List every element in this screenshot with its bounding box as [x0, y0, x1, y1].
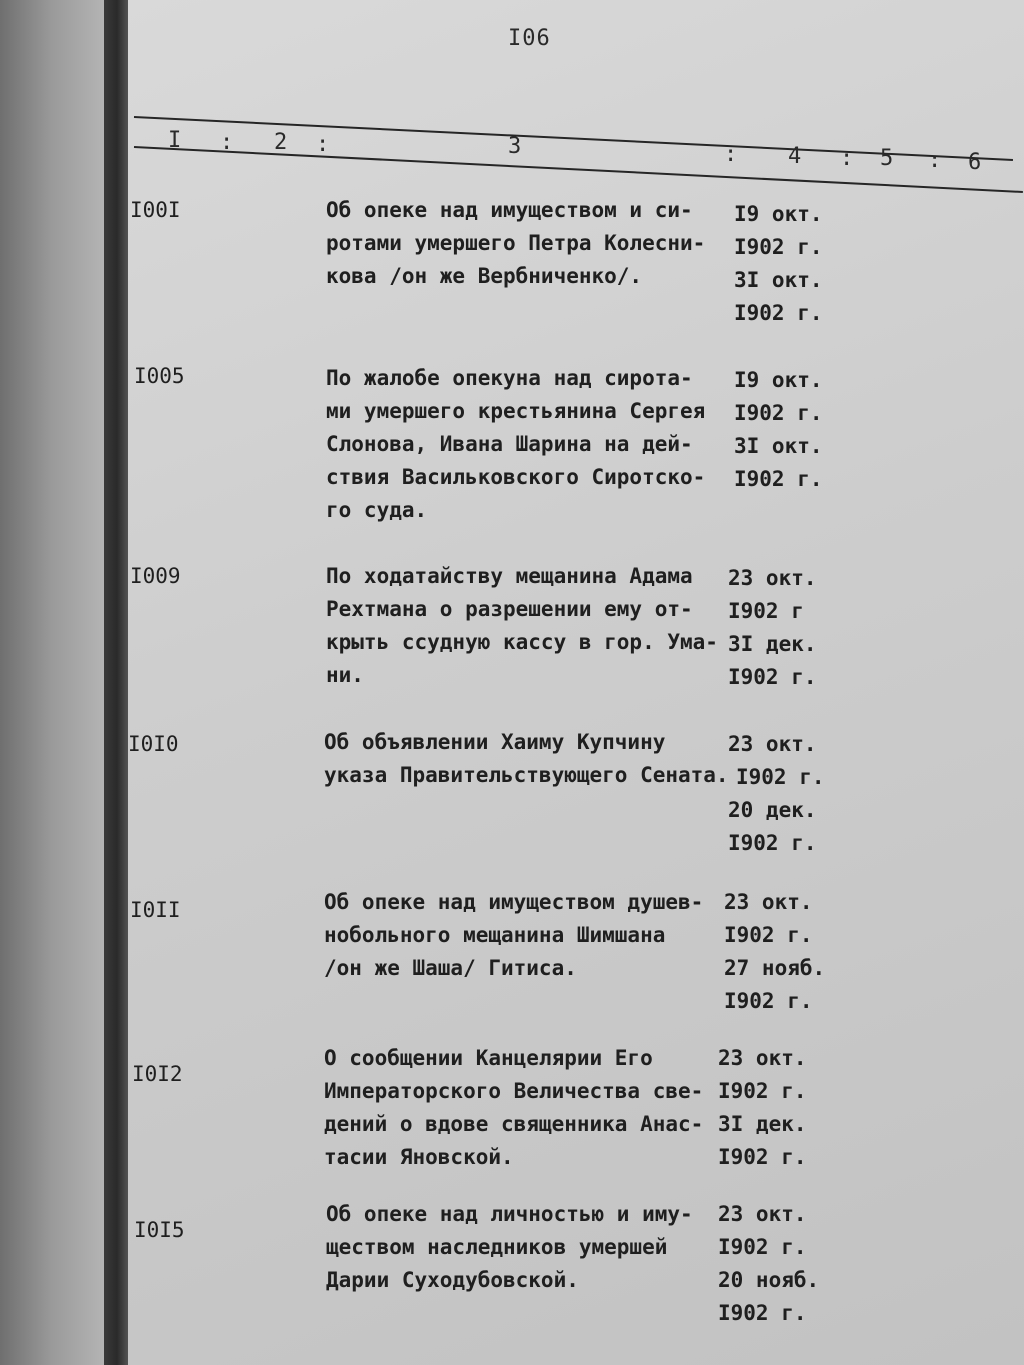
entry-description — [324, 726, 729, 792]
date-end-year: I902 г. — [718, 1145, 807, 1169]
description-line: О сообщении Канцелярии Его — [324, 1046, 653, 1070]
date-end-year: I902 г. — [734, 467, 823, 491]
description-line: указа Правительствующего Сената. — [324, 763, 729, 787]
description-line: ни. — [326, 663, 364, 687]
entry-number: I0II — [130, 898, 181, 922]
entry-number: I005 — [134, 364, 185, 388]
column-header-1: I — [168, 128, 182, 153]
column-separator: : — [316, 132, 330, 157]
entry-description — [324, 1042, 703, 1174]
entry-description — [326, 560, 718, 692]
entry-dates — [718, 1042, 807, 1174]
date-end: 27 нояб. — [724, 956, 826, 980]
date-start-year: I902 г — [728, 599, 804, 623]
page-number: I06 — [508, 26, 551, 51]
entry-dates — [734, 364, 823, 496]
description-line: крыть ссудную кассу в гор. Ума- — [326, 630, 718, 654]
description-line: По жалобе опекуна над сирота- — [326, 366, 693, 390]
date-end-year: I902 г. — [728, 665, 817, 689]
date-end: 3I дек. — [718, 1112, 807, 1136]
entry-number: I0I0 — [128, 732, 179, 756]
description-line: тасии Яновской. — [324, 1145, 514, 1169]
date-end-year: I902 г. — [718, 1301, 807, 1325]
description-line: Дарии Суходубовской. — [326, 1268, 579, 1292]
date-start: I9 окт. — [734, 202, 823, 226]
date-end: 20 дек. — [728, 798, 817, 822]
date-start: 23 окт. — [718, 1046, 807, 1070]
date-end-year: I902 г. — [724, 989, 813, 1013]
date-start: 23 окт. — [718, 1202, 807, 1226]
date-end: 3I дек. — [728, 632, 817, 656]
entry-description — [326, 194, 705, 293]
column-separator: : — [220, 130, 234, 155]
date-start: 23 окт. — [724, 890, 813, 914]
entry-dates — [734, 198, 823, 330]
date-end-year: I902 г. — [728, 831, 817, 855]
entry-number: I009 — [130, 564, 181, 588]
date-start-year: I902 г. — [736, 765, 825, 789]
entry-dates — [728, 728, 825, 860]
date-start-year: I902 г. — [734, 235, 823, 259]
date-end: 20 нояб. — [718, 1268, 820, 1292]
description-line: Императорского Величества све- — [324, 1079, 704, 1103]
date-start-year: I902 г. — [718, 1079, 807, 1103]
column-separator: : — [928, 148, 942, 173]
description-line: /он же Шаша/ Гитиса. — [324, 956, 577, 980]
entry-dates — [718, 1198, 819, 1330]
date-start-year: I902 г. — [718, 1235, 807, 1259]
column-header-2: 2 — [274, 130, 288, 155]
description-line: ротами умершего Петра Колесни- — [326, 231, 706, 255]
date-start: 23 окт. — [728, 732, 817, 756]
column-separator: : — [724, 142, 738, 167]
column-header-6: 6 — [968, 150, 982, 175]
description-line: кова /он же Вербниченко/. — [326, 264, 643, 288]
description-line: ми умершего крестьянина Сергея — [326, 399, 706, 423]
description-line: Об опеке над имуществом душев- — [324, 890, 704, 914]
description-line: ществом наследников умершей — [326, 1235, 668, 1259]
description-line: Слонова, Ивана Шарина на дей- — [326, 432, 693, 456]
entry-number: I0I2 — [132, 1062, 183, 1086]
description-line: го суда. — [326, 498, 428, 522]
description-line: Об опеке над личностью и иму- — [326, 1202, 693, 1226]
date-start-year: I902 г. — [724, 923, 813, 947]
date-end-year: I902 г. — [734, 301, 823, 325]
description-line: По ходатайству мещанина Адама — [326, 564, 693, 588]
column-header-5: 5 — [880, 146, 894, 171]
description-line: дений о вдове священника Анас- — [324, 1112, 704, 1136]
description-line: ствия Васильковского Сиротско- — [326, 465, 706, 489]
description-line: Об опеке над имуществом и си- — [326, 198, 693, 222]
date-start-year: I902 г. — [734, 401, 823, 425]
book-gutter — [104, 0, 130, 1365]
entry-description — [326, 1198, 693, 1297]
column-separator: : — [840, 146, 854, 171]
document-page — [128, 0, 1024, 1365]
column-header-3: 3 — [508, 134, 522, 159]
entry-dates — [728, 562, 817, 694]
entry-number: I0I5 — [134, 1218, 185, 1242]
entry-description — [326, 362, 705, 527]
description-line: Рехтмана о разрешении ему от- — [326, 597, 693, 621]
column-header-4: 4 — [788, 144, 802, 169]
date-end: 3I окт. — [734, 268, 823, 292]
date-start: 23 окт. — [728, 566, 817, 590]
date-end: 3I окт. — [734, 434, 823, 458]
date-start: I9 окт. — [734, 368, 823, 392]
description-line: нобольного мещанина Шимшана — [324, 923, 666, 947]
description-line: Об объявлении Хаиму Купчину — [324, 730, 666, 754]
entry-description — [324, 886, 703, 985]
entry-dates — [724, 886, 825, 1018]
entry-number: I00I — [130, 198, 181, 222]
